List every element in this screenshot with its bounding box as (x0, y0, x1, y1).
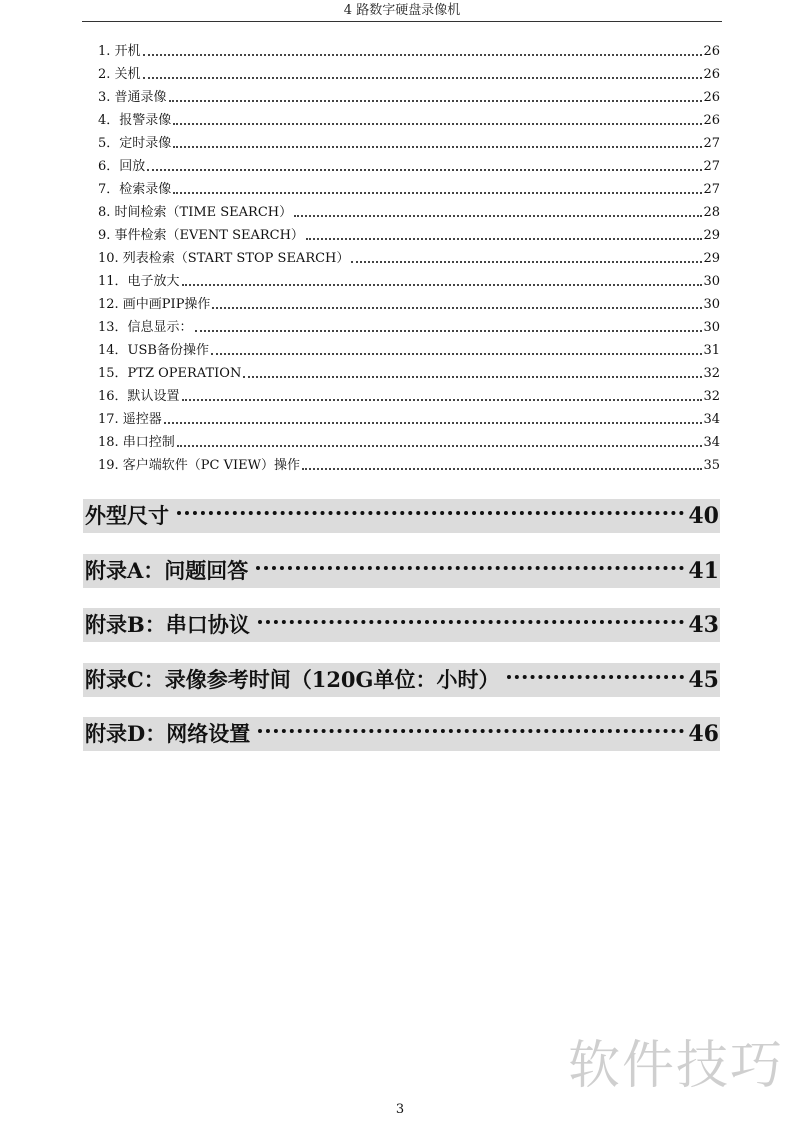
toc-entry-page-number: 29 (703, 251, 720, 266)
toc-section-entry[interactable] (83, 663, 720, 697)
toc-entry[interactable] (98, 63, 720, 83)
dot-leader (351, 261, 702, 263)
toc-entry-page-number: 35 (703, 458, 720, 473)
toc-entry[interactable] (98, 178, 720, 198)
toc-entry[interactable] (98, 454, 720, 474)
toc-entry-page-number: 43 (688, 612, 719, 638)
toc-entry-title: 18. 串口控制 (98, 435, 175, 450)
toc-entry[interactable] (98, 385, 720, 405)
toc-entry-page-number: 31 (703, 343, 720, 358)
dot-leader (302, 468, 702, 470)
toc-section-entry[interactable] (83, 717, 720, 751)
toc-entry-title: 附录D：网络设置 (85, 721, 251, 746)
dot-leader (169, 100, 703, 102)
dot-leader (294, 215, 702, 217)
toc-entry[interactable] (98, 316, 720, 336)
dot-leader (173, 192, 702, 194)
toc-entry[interactable] (98, 224, 720, 244)
toc-entry-page-number: 26 (703, 90, 720, 105)
toc-entry[interactable] (98, 431, 720, 451)
dot-leader (143, 54, 703, 56)
toc-entry[interactable] (98, 270, 720, 290)
header-divider (82, 21, 722, 22)
toc-entry[interactable] (98, 408, 720, 428)
toc-entry-page-number: 29 (703, 228, 720, 243)
toc-entry-page-number: 28 (703, 205, 720, 220)
toc-entry-title: 8. 时间检索（TIME SEARCH） (98, 205, 293, 220)
dot-leader (177, 511, 684, 515)
toc-entry-title: 11．电子放大 (98, 274, 180, 289)
toc-entry-page-number: 40 (688, 503, 719, 529)
toc-entry-page-number: 26 (703, 44, 720, 59)
toc-entry-title: 1. 开机 (98, 44, 141, 59)
toc-section-entry[interactable] (83, 608, 720, 642)
toc-entry-page-number: 27 (703, 159, 720, 174)
toc-entry-page-number: 41 (688, 557, 719, 584)
toc-entry-title: 附录B：串口协议 (85, 612, 250, 637)
toc-entry[interactable] (98, 86, 720, 106)
toc-entry-title: 13．信息显示： (98, 320, 193, 335)
dot-leader (143, 77, 703, 79)
toc-entry-title: 2. 关机 (98, 67, 141, 82)
toc-entry-title: 16．默认设置 (98, 389, 180, 404)
page-header: 4 路数字硬盘录像机 (343, 3, 461, 18)
dot-leader (306, 238, 703, 240)
toc-entry-title: 附录A：问题回答 (85, 557, 249, 583)
toc-entry-page-number: 26 (703, 67, 720, 82)
toc-entry[interactable] (98, 109, 720, 129)
dot-leader (212, 307, 702, 309)
toc-entry-page-number: 27 (703, 182, 720, 197)
toc-entry[interactable] (98, 247, 720, 267)
dot-leader (256, 566, 684, 570)
toc-entry-title: 附录C：录像参考时间（120G单位：小时） (85, 666, 500, 692)
toc-entry[interactable] (98, 40, 720, 60)
toc-entry-title: 9. 事件检索（EVENT SEARCH） (98, 228, 304, 243)
toc-entry-title: 3. 普通录像 (98, 90, 167, 105)
toc-entry[interactable] (98, 155, 720, 175)
toc-entry-page-number: 34 (703, 435, 720, 450)
toc-entry-title: 19. 客户端软件（PC VIEW）操作 (98, 458, 301, 473)
toc-entry-title: 12. 画中画PIP操作 (98, 297, 211, 312)
toc-entry[interactable] (98, 201, 720, 221)
dot-leader (243, 376, 702, 378)
toc-entry[interactable] (98, 293, 720, 313)
toc-entry-page-number: 30 (703, 274, 720, 289)
toc-entry-page-number: 30 (703, 297, 720, 312)
toc-section-entry[interactable] (83, 554, 720, 588)
dot-leader (173, 123, 702, 125)
toc-entry-page-number: 46 (688, 721, 719, 747)
toc-entry-title: 4．报警录像 (98, 113, 172, 128)
toc-entry-title: 外型尺寸 (85, 503, 169, 528)
dot-leader (164, 422, 703, 424)
toc-entry-title: 6．回放 (98, 159, 146, 174)
dot-leader (177, 445, 703, 447)
dot-leader (173, 146, 702, 148)
toc-entry-page-number: 30 (703, 320, 720, 335)
dot-leader (258, 620, 685, 624)
toc-entry-page-number: 32 (703, 389, 720, 404)
dot-leader (507, 675, 684, 679)
dot-leader (211, 353, 702, 355)
watermark: 软件技巧 (568, 1036, 785, 1096)
dot-leader (258, 729, 684, 733)
dot-leader (147, 169, 702, 171)
toc-entry[interactable] (98, 339, 720, 359)
toc-entry-title: 5．定时录像 (98, 136, 172, 151)
page-number: 3 (395, 1102, 405, 1117)
toc-entry-title: 7．检索录像 (98, 182, 172, 197)
toc-section-entry[interactable] (83, 499, 720, 533)
toc-entry[interactable] (98, 362, 720, 382)
toc-entry-title: 15．PTZ OPERATION (98, 366, 242, 381)
toc-entry-page-number: 32 (703, 366, 720, 381)
toc-entry-page-number: 45 (688, 666, 719, 693)
toc-entry-page-number: 26 (703, 113, 720, 128)
dot-leader (182, 399, 703, 401)
toc-entry-page-number: 34 (703, 412, 720, 427)
toc-entry[interactable] (98, 132, 720, 152)
toc-entry-page-number: 27 (703, 136, 720, 151)
dot-leader (182, 284, 703, 286)
toc-entry-title: 14．USB备份操作 (98, 343, 209, 358)
dot-leader (195, 330, 703, 332)
toc-entry-title: 10. 列表检索（START STOP SEARCH） (98, 251, 350, 266)
toc-entry-title: 17. 遥控器 (98, 412, 162, 427)
